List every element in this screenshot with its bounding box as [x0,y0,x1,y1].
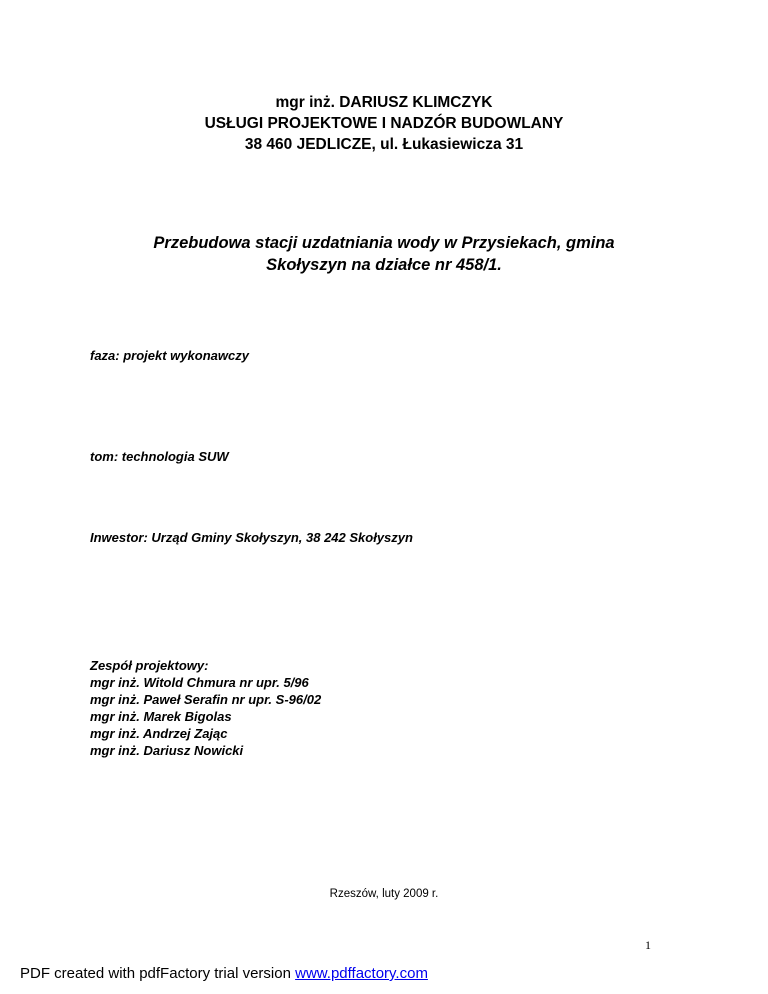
team-member: mgr inż. Dariusz Nowicki [90,743,244,758]
pdf-footer [20,965,428,983]
pdffactory-link[interactable]: www.pdffactory.com [295,965,428,982]
team-member: mgr inż. Andrzej Zając [90,726,228,741]
project-volume: tom: technologia SUW [90,449,229,464]
footer-text: PDF created with pdfFactory trial version [20,965,296,982]
project-title-line-2: Skołyszyn na działce nr 458/1. [266,256,502,274]
team-member: mgr inż. Witold Chmura nr upr. 5/96 [90,675,309,690]
team-member: mgr inż. Marek Bigolas [90,709,232,724]
page-number: 1 [645,938,651,952]
investor: Inwestor: Urząd Gminy Skołyszyn, 38 242 Skołyszyn [90,530,413,545]
engineer-name: mgr inż. DARIUSZ KLIMCZYK [275,94,493,111]
place-and-date: Rzeszów, luty 2009 r. [329,888,439,900]
team-member: mgr inż. Paweł Serafin nr upr. S-96/02 [90,692,322,707]
project-title [0,232,768,276]
design-team-heading: Zespół projektowy: [90,658,209,673]
design-team [90,657,321,759]
company-address: 38 460 JEDLICZE, ul. Łukasiewicza 31 [244,136,524,153]
company-services: USŁUGI PROJEKTOWE I NADZÓR BUDOWLANY [204,115,564,132]
company-header [0,92,768,155]
project-title-line-1: Przebudowa stacji uzdatniania wody w Przysiekach, gmina [153,234,615,252]
project-phase: faza: projekt wykonawczy [90,348,249,363]
